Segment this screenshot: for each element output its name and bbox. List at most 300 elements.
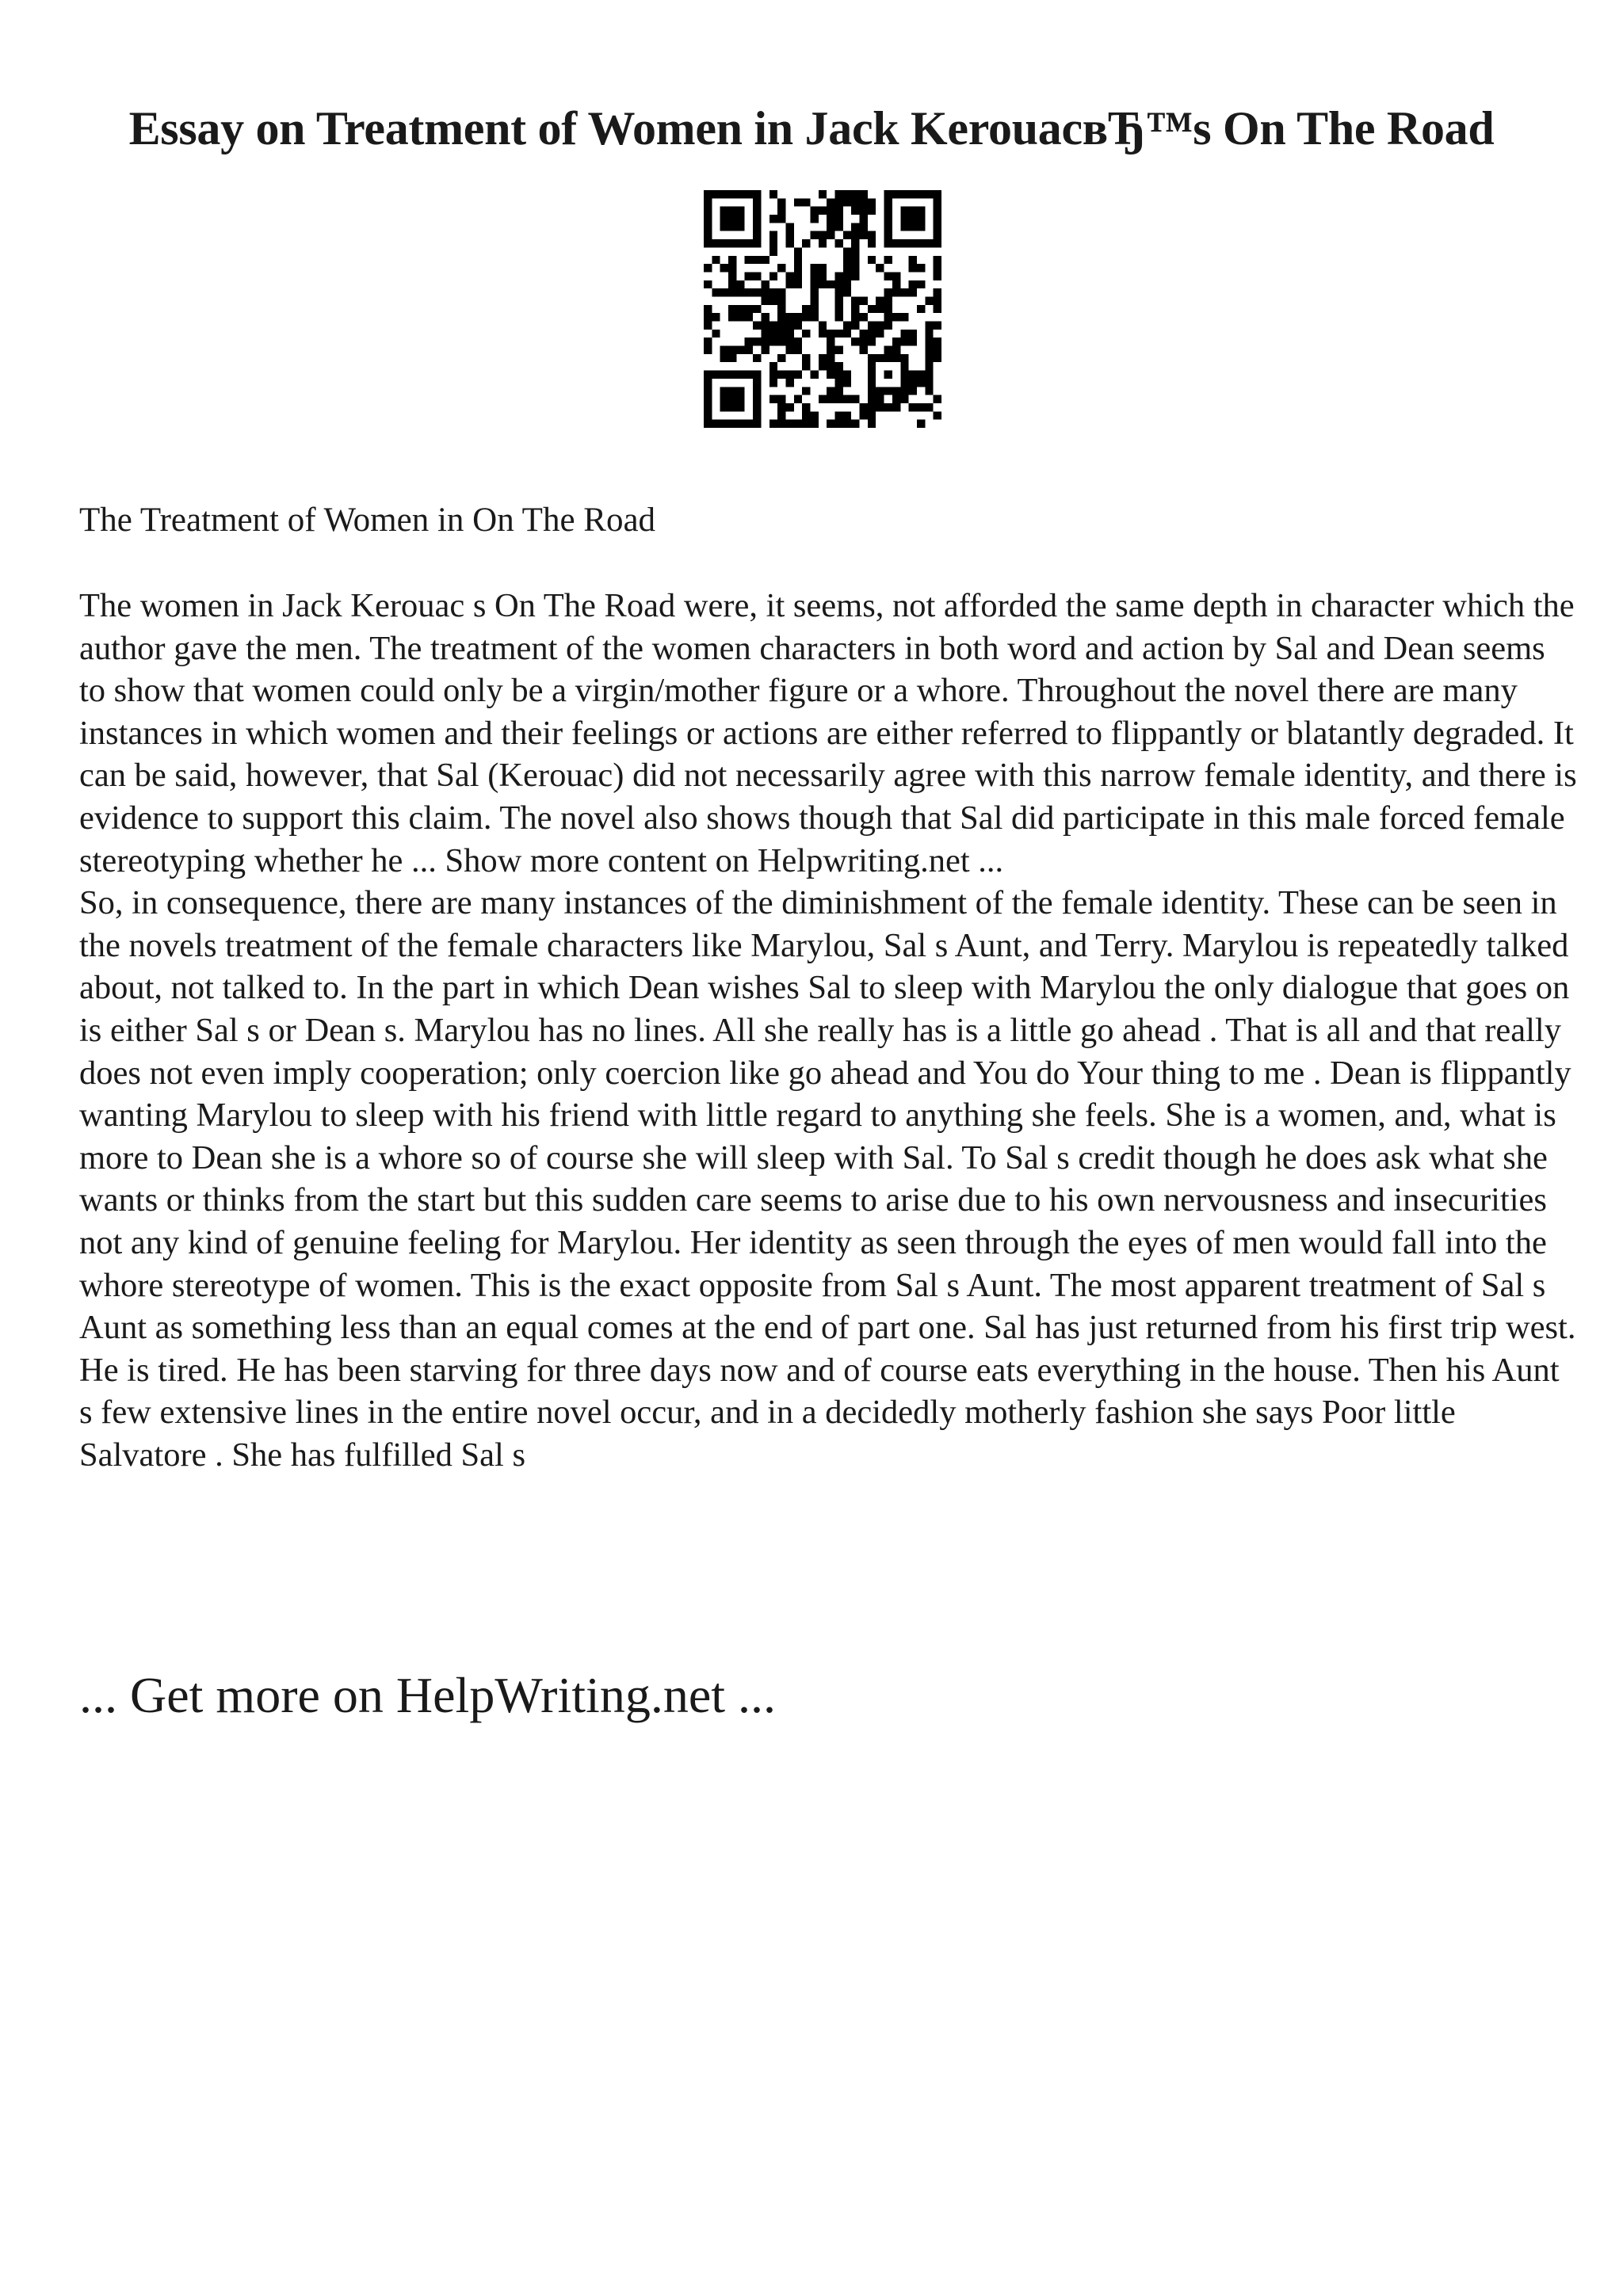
qr-module	[777, 338, 785, 345]
qr-module	[860, 411, 868, 419]
qr-module	[884, 305, 892, 313]
qr-module	[728, 354, 736, 362]
qr-module	[753, 387, 761, 395]
qr-module	[884, 256, 892, 264]
qr-module	[827, 330, 834, 338]
qr-module	[753, 223, 761, 231]
qr-module	[769, 371, 777, 379]
qr-module	[819, 272, 827, 280]
qr-module	[769, 379, 777, 387]
qr-module	[794, 346, 802, 354]
qr-module	[810, 207, 818, 215]
qr-module	[876, 403, 884, 411]
qr-module	[835, 362, 843, 370]
qr-module	[802, 403, 810, 411]
qr-module	[934, 346, 941, 354]
document-title: Essay on Treatment of Women in Jack KerouacвЂ™s On The Road	[128, 102, 1495, 154]
qr-module	[925, 354, 933, 362]
qr-module	[843, 330, 851, 338]
qr-module	[909, 223, 917, 231]
qr-module	[835, 411, 843, 419]
qr-module	[728, 190, 736, 198]
qr-module	[900, 387, 908, 395]
qr-module	[892, 354, 900, 362]
qr-module	[827, 223, 834, 231]
qr-module	[909, 330, 917, 338]
qr-module	[819, 207, 827, 215]
qr-module	[785, 223, 793, 231]
qr-module	[860, 403, 868, 411]
qr-module	[785, 338, 793, 345]
qr-module	[851, 190, 859, 198]
qr-module	[704, 338, 712, 345]
qr-module	[753, 338, 761, 345]
qr-module	[868, 411, 876, 419]
qr-module	[868, 354, 876, 362]
qr-module	[900, 371, 908, 379]
qr-module	[777, 371, 785, 379]
qr-module	[777, 420, 785, 428]
qr-module	[909, 403, 917, 411]
qr-module	[769, 239, 777, 247]
qr-module	[843, 420, 851, 428]
qr-module	[794, 313, 802, 321]
qr-module	[704, 403, 712, 411]
qr-module	[934, 264, 941, 272]
qr-module	[704, 322, 712, 330]
qr-module	[712, 239, 720, 247]
qr-module	[843, 411, 851, 419]
qr-module	[769, 338, 777, 345]
qr-module	[843, 272, 851, 280]
qr-module	[745, 371, 753, 379]
qr-module	[835, 330, 843, 338]
qr-module	[794, 272, 802, 280]
qr-module	[892, 403, 900, 411]
qr-module	[736, 239, 744, 247]
qr-module	[704, 371, 712, 379]
qr-module	[900, 338, 908, 345]
qr-module	[720, 207, 728, 215]
qr-module	[736, 190, 744, 198]
qr-module	[712, 420, 720, 428]
qr-module	[777, 411, 785, 419]
qr-module	[769, 272, 777, 280]
qr-module	[736, 420, 744, 428]
qr-module	[753, 420, 761, 428]
qr-module	[925, 403, 933, 411]
qr-module	[884, 322, 892, 330]
qr-module	[728, 403, 736, 411]
qr-module	[777, 264, 785, 272]
qr-module	[876, 322, 884, 330]
qr-module	[835, 215, 843, 223]
qr-module	[769, 288, 777, 296]
qr-module	[810, 215, 818, 223]
qr-module	[794, 247, 802, 255]
qr-module	[860, 346, 868, 354]
qr-module	[851, 198, 859, 206]
qr-module	[843, 379, 851, 387]
qr-module	[827, 395, 834, 403]
qr-module	[884, 371, 892, 379]
qr-module	[827, 371, 834, 379]
qr-module	[704, 190, 712, 198]
qr-module	[835, 346, 843, 354]
qr-module	[868, 231, 876, 239]
qr-module	[843, 264, 851, 272]
qr-module	[860, 231, 868, 239]
qr-module	[777, 354, 785, 362]
qr-module	[909, 239, 917, 247]
qr-module	[835, 371, 843, 379]
qr-module	[736, 387, 744, 395]
qr-module	[876, 264, 884, 272]
qr-module	[745, 272, 753, 280]
qr-module	[728, 264, 736, 272]
qr-module	[934, 305, 941, 313]
qr-module	[827, 231, 834, 239]
qr-module	[851, 239, 859, 247]
qr-module	[868, 387, 876, 395]
qr-module	[835, 207, 843, 215]
qr-module	[868, 338, 876, 345]
qr-module	[802, 198, 810, 206]
qr-module	[745, 305, 753, 313]
qr-module	[860, 207, 868, 215]
qr-module	[909, 256, 917, 264]
qr-module	[785, 379, 793, 387]
qr-module	[934, 395, 941, 403]
qr-module	[934, 190, 941, 198]
qr-module	[884, 198, 892, 206]
qr-module	[827, 387, 834, 395]
qr-module	[761, 322, 769, 330]
qr-module	[720, 420, 728, 428]
qr-module	[876, 330, 884, 338]
qr-module	[810, 411, 818, 419]
qr-module	[810, 264, 818, 272]
qr-module	[900, 330, 908, 338]
qr-module	[851, 247, 859, 255]
qr-module	[802, 420, 810, 428]
qr-module	[860, 215, 868, 223]
qr-module	[736, 395, 744, 403]
qr-module	[868, 379, 876, 387]
qr-module	[827, 346, 834, 354]
qr-module	[900, 362, 908, 370]
qr-module	[909, 379, 917, 387]
qr-module	[884, 313, 892, 321]
qr-module	[745, 239, 753, 247]
qr-module	[835, 395, 843, 403]
qr-module	[720, 371, 728, 379]
qr-module	[777, 395, 785, 403]
qr-module	[720, 223, 728, 231]
qr-module	[777, 403, 785, 411]
qr-module	[819, 322, 827, 330]
qr-module	[925, 371, 933, 379]
qr-module	[884, 207, 892, 215]
qr-module	[720, 190, 728, 198]
qr-module	[860, 330, 868, 338]
qr-module	[802, 362, 810, 370]
qr-module	[810, 280, 818, 288]
qr-module	[819, 280, 827, 288]
get-more-link[interactable]: ... Get more on HelpWriting.net ...	[79, 1667, 776, 1723]
qr-module	[934, 198, 941, 206]
qr-module	[728, 346, 736, 354]
qr-module	[884, 215, 892, 223]
qr-module	[835, 198, 843, 206]
qr-module	[720, 387, 728, 395]
qr-module	[819, 354, 827, 362]
qr-module	[777, 198, 785, 206]
qr-module	[785, 231, 793, 239]
qr-module	[785, 322, 793, 330]
qr-module	[860, 296, 868, 304]
qr-module	[851, 264, 859, 272]
qr-module	[835, 305, 843, 313]
qr-module	[753, 215, 761, 223]
qr-module	[917, 223, 925, 231]
qr-module	[876, 387, 884, 395]
qr-module	[884, 190, 892, 198]
qr-module	[736, 403, 744, 411]
qr-module	[868, 256, 876, 264]
qr-module	[868, 395, 876, 403]
qr-module	[745, 288, 753, 296]
qr-module	[777, 305, 785, 313]
qr-module	[892, 239, 900, 247]
qr-module	[745, 420, 753, 428]
qr-module	[868, 207, 876, 215]
qr-module	[720, 403, 728, 411]
qr-module	[753, 231, 761, 239]
qr-module	[876, 354, 884, 362]
qr-module	[704, 313, 712, 321]
qr-module	[851, 305, 859, 313]
qr-module	[925, 239, 933, 247]
qr-module	[769, 395, 777, 403]
qr-module	[934, 256, 941, 264]
qr-module	[884, 231, 892, 239]
qr-module	[843, 395, 851, 403]
qr-module	[728, 239, 736, 247]
qr-module	[704, 223, 712, 231]
qr-module	[753, 379, 761, 387]
qr-module	[892, 346, 900, 354]
qr-module	[934, 231, 941, 239]
qr-module	[827, 198, 834, 206]
qr-module	[761, 313, 769, 321]
qr-module	[934, 288, 941, 296]
qr-module	[753, 322, 761, 330]
qr-module	[909, 280, 917, 288]
qr-module	[827, 362, 834, 370]
qr-module	[728, 207, 736, 215]
qr-module	[794, 198, 802, 206]
qr-module	[892, 288, 900, 296]
qr-module	[753, 256, 761, 264]
qr-module	[835, 280, 843, 288]
qr-module	[810, 313, 818, 321]
qr-module	[736, 223, 744, 231]
qr-module	[753, 403, 761, 411]
qr-module	[753, 354, 761, 362]
qr-module	[917, 207, 925, 215]
qr-module	[835, 420, 843, 428]
qr-module	[769, 190, 777, 198]
qr-module	[900, 288, 908, 296]
qr-module	[827, 280, 834, 288]
qr-module	[802, 305, 810, 313]
qr-module	[753, 190, 761, 198]
qr-module	[868, 239, 876, 247]
qr-module	[753, 395, 761, 403]
qr-module	[810, 288, 818, 296]
qr-module	[785, 403, 793, 411]
qr-module	[728, 256, 736, 264]
essay-paragraph: So, in consequence, there are many instances of the diminishment of the female identity. These can be seen in the novels treatment of the female characters like Marylou, Sal s Aunt, and Terry. Marylou is repeatedly talked about, not talked to. In the part in which Dean wishes Sal to sleep with Marylou the only dialogue that goes on is either Sal s or Dean s. Marylou has no lines. All she really has is a little go ahead . That is all and that really does not even imply cooperation; only coercion like go ahead and You do Your thing to me . Dean is flippantly wanting Marylou to sleep with his friend with little regard to anything she feels. She is a women, and, what is more to Dean she is a whore so of course she will sleep with Sal. To Sal s credit though he does ask what she wants or thinks from the start but this sudden care seems to arise due to his own nervousness and insecurities not any kind of genuine feeling for Marylou. Her identity as seen through the eyes of men would fall into the whore stereotype of women. This is the exact opposite from Sal s Aunt. The most apparent treatment of Sal s Aunt as something less than an equal comes at the end of part one. Sal has just returned from his first trip west. He is tired. He has been starving for three days now and of course eats everything in the house. Then his Aunt s few extensive lines in the entire novel occur, and in a decidedly motherly fashion she says Poor little Salvatore . She has fulfilled Sal s	[79, 884, 1576, 1474]
qr-module	[753, 272, 761, 280]
qr-module	[892, 313, 900, 321]
qr-module	[785, 272, 793, 280]
qr-module	[720, 354, 728, 362]
qr-module	[728, 305, 736, 313]
qr-module	[777, 313, 785, 321]
qr-module	[934, 354, 941, 362]
qr-module	[835, 239, 843, 247]
qr-module	[843, 280, 851, 288]
qr-module	[728, 272, 736, 280]
qr-module	[720, 395, 728, 403]
qr-module	[810, 231, 818, 239]
qr-module	[868, 330, 876, 338]
qr-module	[827, 420, 834, 428]
qr-module	[934, 223, 941, 231]
qr-module	[827, 338, 834, 345]
qr-module	[736, 313, 744, 321]
qr-module	[761, 280, 769, 288]
qr-module	[884, 223, 892, 231]
qr-module	[925, 362, 933, 370]
qr-module	[753, 198, 761, 206]
qr-module	[819, 239, 827, 247]
qr-module	[934, 207, 941, 215]
qr-module	[860, 338, 868, 345]
section-heading: The Treatment of Women in On The Road	[79, 502, 656, 539]
qr-module	[728, 223, 736, 231]
qr-module	[720, 288, 728, 296]
qr-module	[753, 371, 761, 379]
qr-module	[860, 223, 868, 231]
qr-module	[868, 362, 876, 370]
qr-module	[704, 215, 712, 223]
qr-module	[777, 207, 785, 215]
qr-module	[704, 264, 712, 272]
qr-module	[934, 272, 941, 280]
qr-module	[761, 288, 769, 296]
qr-module	[712, 313, 720, 321]
qr-module	[728, 288, 736, 296]
qr-module	[810, 305, 818, 313]
qr-module	[794, 280, 802, 288]
qr-module	[835, 379, 843, 387]
qr-module	[745, 346, 753, 354]
qr-module	[835, 313, 843, 321]
qr-module	[892, 387, 900, 395]
qr-module	[802, 330, 810, 338]
qr-module	[810, 296, 818, 304]
qr-module	[769, 362, 777, 370]
qr-module	[900, 223, 908, 231]
qr-module	[753, 239, 761, 247]
qr-module	[736, 280, 744, 288]
qr-module	[884, 288, 892, 296]
qr-module	[843, 371, 851, 379]
qr-module	[925, 338, 933, 345]
qr-module	[925, 190, 933, 198]
qr-module	[736, 215, 744, 223]
qr-module	[892, 338, 900, 345]
qr-module	[851, 207, 859, 215]
qr-module	[851, 313, 859, 321]
qr-module	[884, 403, 892, 411]
qr-module	[785, 239, 793, 247]
qr-code-icon	[704, 190, 941, 428]
qr-module	[712, 371, 720, 379]
qr-module	[819, 190, 827, 198]
qr-module	[802, 387, 810, 395]
qr-module	[900, 239, 908, 247]
qr-module	[909, 387, 917, 395]
qr-module	[712, 288, 720, 296]
qr-module	[736, 207, 744, 215]
qr-module	[761, 338, 769, 345]
qr-module	[720, 239, 728, 247]
qr-module	[900, 379, 908, 387]
qr-module	[860, 198, 868, 206]
qr-module	[925, 346, 933, 354]
qr-module	[777, 322, 785, 330]
qr-module	[794, 322, 802, 330]
qr-module	[925, 330, 933, 338]
qr-module	[909, 215, 917, 223]
qr-module	[860, 190, 868, 198]
qr-module	[827, 215, 834, 223]
qr-module	[917, 371, 925, 379]
qr-module	[785, 313, 793, 321]
qr-module	[810, 272, 818, 280]
qr-module	[884, 272, 892, 280]
qr-module	[835, 190, 843, 198]
qr-module	[704, 198, 712, 206]
qr-module	[728, 387, 736, 395]
qr-module	[819, 362, 827, 370]
qr-module	[851, 231, 859, 239]
qr-module	[753, 207, 761, 215]
qr-module	[794, 371, 802, 379]
qr-module	[810, 371, 818, 379]
qr-module	[720, 215, 728, 223]
qr-module	[868, 403, 876, 411]
qr-module	[892, 190, 900, 198]
qr-module	[934, 411, 941, 419]
qr-module	[925, 322, 933, 330]
qr-module	[884, 354, 892, 362]
qr-module	[835, 296, 843, 304]
